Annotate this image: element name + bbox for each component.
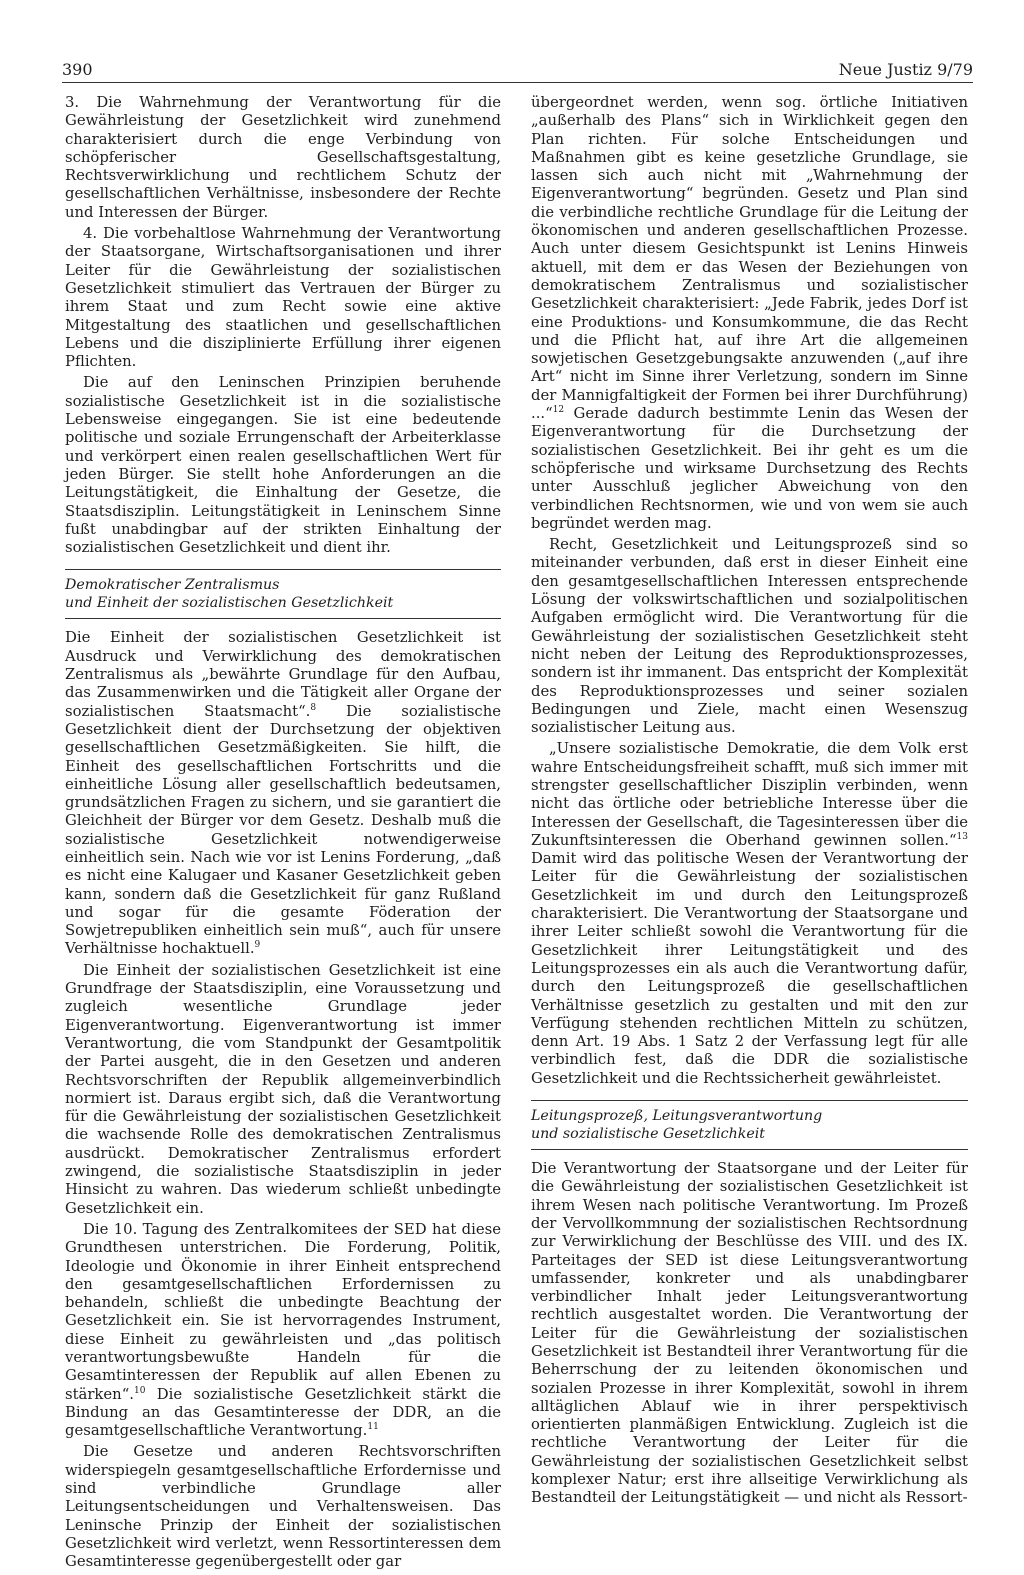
section-heading-line: Leitungsprozeß, Leitungsverantwortung xyxy=(531,1108,823,1125)
section-heading-line: Demokratischer Zentralismus xyxy=(65,577,280,594)
page-header xyxy=(62,58,973,83)
section-heading xyxy=(531,1100,968,1150)
paragraph-text: „Unsere sozialistische Demokratie, die dem Volk erst wahre Entscheidungsfreiheit schafft, muß sich immer mit strengster gesellschaftlicher Disziplin verbinden, wenn nicht das örtliche oder betriebliche Interesse über die Interessen der Gesellschaft, die Tagesinteressen über die Zukunftsinteressen die Oberhand gewinnen sollen.“ xyxy=(531,740,968,849)
paragraph-text: Die sozialistische Gesetzlichkeit dient der Durchsetzung der objektiven gesellschaftlichen Gesetzmäßigkeiten. Sie hilft, die Einheit des gesellschaftlichen Fortschritts und die einheitliche Lösung aller gesellschaftlich bedeutsamen, grundsätzlichen Fragen zu sichern, und sie garantiert die Gleichheit der Bürger vor dem Gesetz. Deshalb muß die sozialistische Gesetzlichkeit notwendigerweise einheitlich sein. Nach wie vor ist Lenins Forderung, „daß es nicht eine Kalugaer und Kasaner Gesetzlichkeit geben kann, sondern daß die Gesetzlichkeit für ganz Rußland und sogar für die gesamte Föderation der Sowjetrepubliken einheitlich sein muß“, auch für unsere Verhältnisse hochaktuell. xyxy=(65,702,501,958)
journal-issue: Neue Justiz 9/79 xyxy=(838,60,973,79)
footnote-ref: 11 xyxy=(367,1422,379,1433)
paragraph: Die Verantwortung der Staatsorgane und der Leiter für die Gewährleistung der sozialistischen Gesetzlichkeit ist ihrem Wesen nach politische Verantwortung. Im Prozeß der Vervollkommnung der sozialistischen Rechtsordnung zur Verwirklichung der Beschlüsse des VIII. und des IX. Parteitages der SED ist diese Leitungsverantwortung umfassender, konkreter und als unabdingbarer verbindlicher Inhalt jeder Leitungsverantwortung rechtlich ausgestaltet worden. Die Verantwortung der Leiter für die Gewährleistung der sozialistischen Gesetzlichkeit ist Bestandteil ihrer Verantwortung für die Beherrschung der zu leitenden ökonomischen und sozialen Prozesse in ihrer Komplexität, sowohl in ihrem alltäglichen Ablauf wie in ihrer perspektivisch orientierten planmäßigen Entwicklung. Zugleich ist die rechtliche Verantwortung der Leiter für die Gewährleistung der sozialistischen Gesetzlichkeit selbst komplexer Natur; erst ihre allseitige Verwirklichung als Bestandteil der Leitungstätigkeit — und nicht als Ressort- xyxy=(531,1160,968,1507)
footnote-ref: 12 xyxy=(552,405,565,416)
paragraph xyxy=(65,629,501,958)
paragraph: Die Gesetze und anderen Rechtsvorschriften widerspiegeln gesamtgesellschaftliche Erfordernisse und sind verbindliche Grundlage aller Leitungsentscheidungen und Verhaltensweisen. Das Leninsche Prinzip der Einheit der sozialistischen Gesetzlichkeit wird verletzt, wenn Ressortinteressen dem Gesamtinteresse gegenübergestellt oder gar xyxy=(65,1443,501,1571)
footnote-ref: 8 xyxy=(310,702,317,713)
footnote-ref: 9 xyxy=(254,940,261,951)
paragraph xyxy=(65,1221,501,1441)
paragraph: 3. Die Wahrnehmung der Verantwortung für die Gewährleistung der Gesetzlichkeit wird zunehmend charakterisiert durch die enge Verbindung von schöpferischer Gesellschaftsgestaltung, Rechtsverwirklichung und rechtlichem Schutz der gesellschaftlichen Verhältnisse, insbesondere der Rechte und Interessen der Bürger. xyxy=(65,94,501,221)
section-heading-line: und Einheit der sozialistischen Gesetzlichkeit xyxy=(65,595,394,612)
paragraph-text: Die sozialistische Gesetzlichkeit stärkt die Bindung an das Gesamtinteresse der DDR, an die gesamtgesellschaftliche Verantwortung. xyxy=(65,1385,501,1440)
paragraph-text: Die 10. Tagung des Zentralkomitees der SED hat diese Grundthesen unterstrichen. Die Forderung, Politik, Ideologie und Ökonomie in ihrer Einheit entsprechend den gesamtgesellschaftlichen Erfordernissen zu behandeln, schließt die unbedingte Beachtung der Gesetzlichkeit ein. Sie ist hervorragendes Instrument, diese Einheit zu gewährleisten und „das politisch verantwortungsbewußte Handeln für die Gesamtinteressen der Republik auf allen Ebenen zu stärken“. xyxy=(65,1220,501,1403)
paragraph xyxy=(531,94,968,533)
paragraph: Die Einheit der sozialistischen Gesetzlichkeit ist eine Grundfrage der Staatsdisziplin, eine Voraussetzung und zugleich wesentliche Grundlage jeder Eigenverantwortung. Eigenverantwortung ist immer Verantwortung, die vom Standpunkt der Gesamtpolitik der Partei ausgeht, die in den Gesetzen und anderen Rechtsvorschriften der Republik allgemeinverbindlich normiert ist. Daraus ergibt sich, daß die Verantwortung für die Gewährleistung der sozialistischen Gesetzlichkeit die wachsende Rolle des demokratischen Zentralismus ausdrückt. Demokratischer Zentralismus erfordert zwingend, die sozialistische Staatsdisziplin in jeder Hinsicht zu wahren. Das wiederum schließt unbedingte Gesetzlichkeit ein. xyxy=(65,961,501,1217)
right-column xyxy=(531,94,968,1511)
paragraph-text: Damit wird das politische Wesen der Verantwortung der Leiter für die Gewährleistung der sozialistischen Gesetzlichkeit im und durch den Leitungsprozeß charakterisiert. Die Verantwortung der Staatsorgane und ihrer Leiter schließt sowohl die Verantwortung für die Gesetzlichkeit ihrer Leitungstätigkeit und des Leitungsprozesses ein als auch die Verantwortung dafür, durch den Leitungsprozeß die gesellschaftlichen Verhältnisse gesetzlich zu gestalten und mit den zur Verfügung stehenden rechtlichen Mitteln zu schützen, denn Art. 19 Abs. 1 Satz 2 der Verfassung legt für alle verbindlich fest, daß die DDR die sozialistische Gesetzlichkeit und die Rechtssicherheit gewährleistet. xyxy=(531,850,968,1087)
paragraph-text: übergeordnet werden, wenn sog. örtliche Initiativen „außerhalb des Plans“ sich in Wirklichkeit gegen den Plan richten. Für solche Entscheidungen und Maßnahmen gibt es keine gesetzliche Grundlage, sie lassen sich auch nicht mit „Wahrnehmung der Eigenverantwortung“ begründen. Gesetz und Plan sind die verbindliche rechtliche Grundlage für die Leitung der ökonomischen und anderen gesellschaftlichen Prozesse. Auch unter diesem Gesichtspunkt ist Lenins Hinweis aktuell, mit dem er das Wesen der Beziehungen von demokratischem Zentralismus und sozialistischer Gesetzlichkeit charakterisiert: „Jede Fabrik, jedes Dorf ist eine Produktions- und Konsumkommune, die das Recht und die Pflicht hat, auf ihre Art die allgemeinen sowjetischen Gesetzgebungsakte anzuwenden („auf ihre Art“ nicht im Sinne ihrer Verletzung, sondern im Sinne der Mannigfaltigkeit der Formen bei ihrer Durchführung) ...“ xyxy=(531,94,968,423)
paragraph-text: Gerade dadurch bestimmte Lenin das Wesen der Eigenverantwortung für die Durchsetzung der sozialistischen Gesetzlichkeit. Bei ihr geht es um die schöpferische und wirksame Durchsetzung des Rechts unter Ausschluß jeglicher Abweichung von den verbindlichen Rechtsnormen, wie und von wem sie auch begründet werden mag. xyxy=(531,405,968,532)
paragraph: 4. Die vorbehaltlose Wahrnehmung der Verantwortung der Staatsorgane, Wirtschaftsorganisationen und ihrer Leiter für die Gewährleistung der sozialistischen Gesetzlichkeit stimuliert das Vertrauen der Bürger zu ihrem Staat und zum Recht sowie eine aktive Mitgestaltung des staatlichen und gesellschaftlichen Lebens und die disziplinierte Erfüllung ihrer eigenen Pflichten. xyxy=(65,225,501,371)
paragraph: Recht, Gesetzlichkeit und Leitungsprozeß sind so miteinander verbunden, daß erst in dieser Einheit eine den gesamtgesellschaftlichen Interessen entsprechende Lösung der volkswirtschaftlichen und sozialpolitischen Aufgaben ermöglicht wird. Die Verantwortung für die Gewährleistung der sozialistischen Gesetzlichkeit steht nicht neben der Leitung des Reproduktionsprozesses, sondern ist ihr immanent. Das entspricht der Komplexität des Reproduktionsprozesses und seiner sozialen Bedingungen und Ziele, macht einen Wesenszug sozialistischer Leitung aus. xyxy=(531,536,968,737)
section-heading xyxy=(65,569,501,619)
left-column xyxy=(65,94,501,1575)
page-number: 390 xyxy=(62,60,93,79)
paragraph: Die auf den Leninschen Prinzipien beruhende sozialistische Gesetzlichkeit ist in die sozialistische Lebensweise eingegangen. Sie ist eine bedeutende politische und soziale Errungenschaft der Arbeiterklasse und verkörpert einen realen gesellschaftlichen Wert für jeden Bürger. Sie stellt hohe Anforderungen an die Leitungstätigkeit, die Einhaltung der Gesetze, die Staatsdisziplin. Leitungstätigkeit in Leninschem Sinne fußt unabdingbar auf der strikten Einhaltung der sozialistischen Gesetzlichkeit und dient ihr. xyxy=(65,374,501,557)
paragraph xyxy=(531,740,968,1088)
paragraph-text: Die Einheit der sozialistischen Gesetzlichkeit ist Ausdruck und Verwirklichung des demokratischen Zentralismus als „bewährte Grundlage für den Aufbau, das Zusammenwirken und die Tätigkeit aller Organe der sozialistischen Staatsmacht“. xyxy=(65,629,501,720)
footnote-ref: 13 xyxy=(956,831,968,842)
footnote-ref: 10 xyxy=(133,1385,146,1396)
section-heading-line: und sozialistische Gesetzlichkeit xyxy=(531,1126,765,1143)
